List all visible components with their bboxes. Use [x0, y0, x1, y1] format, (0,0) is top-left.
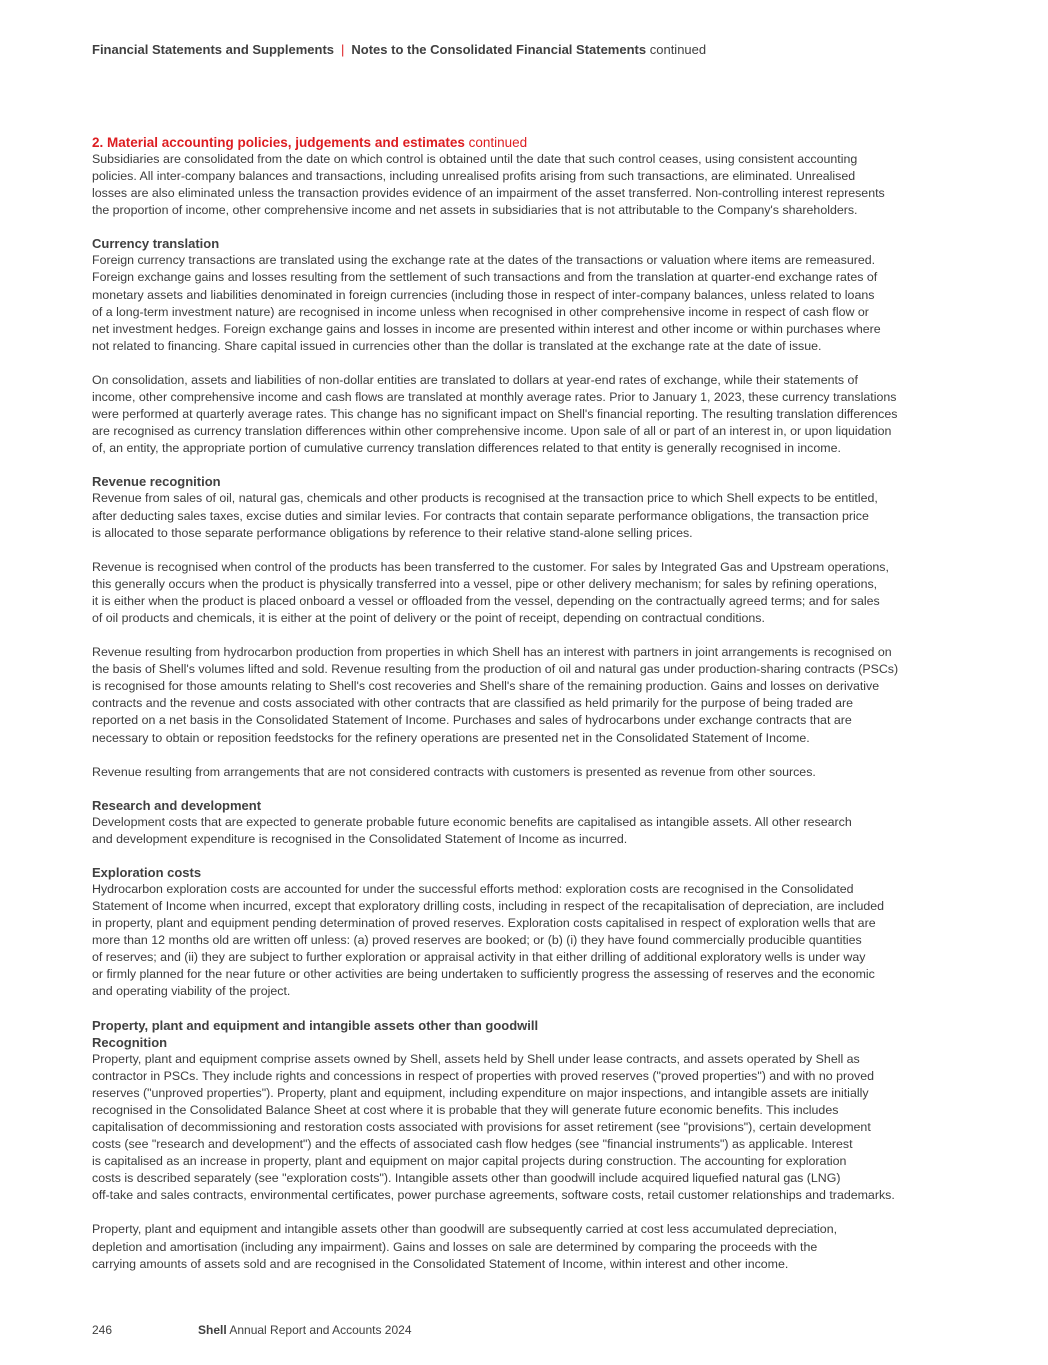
text-line: contracts and the revenue and costs associated with other contracts that are classified as held primarily for the purpose of being traded are	[92, 696, 854, 711]
text-line: carrying amounts of assets sold and are recognised in the Consolidated Statement of Income, within interest and other income.	[92, 1256, 789, 1271]
text-line: Property, plant and equipment and intangible assets other than goodwill are subsequently carried at cost less accumulated depreciation,	[92, 1222, 838, 1237]
text-line: Subsidiaries are consolidated from the date on which control is obtained until the date that such control ceases, using consistent accounting	[92, 152, 858, 166]
running-header	[92, 42, 706, 57]
currency-paragraph-1	[92, 252, 958, 355]
text-line: are recognised as currency translation differences within other comprehensive income. Upon sale of all or part of an interest in, or upon liquidation	[92, 424, 892, 439]
text-line: not related to financing. Share capital issued in currencies other than the dollar is translated at the exchange rate at the date of issue.	[92, 338, 822, 353]
text-line: Property, plant and equipment comprise assets owned by Shell, assets held by Shell under lease contracts, and assets operated by Shell as	[92, 1051, 860, 1066]
text-line: is allocated to those separate performance obligations by reference to their relative stand-alone selling prices.	[92, 525, 693, 540]
text-line: after deducting sales taxes, excise duties and similar levies. For contracts that contain separate performance obligations, the transaction price	[92, 508, 869, 523]
ppe-paragraph-2	[92, 1221, 958, 1272]
text-line: off-take and sales contracts, environmental certificates, power purchase agreements, software costs, retail customer relationships and trademarks.	[92, 1188, 895, 1203]
text-line: of a long-term investment nature) are recognised in income unless when recognised in other comprehensive income in respect of cash flow or	[92, 304, 869, 319]
revenue-paragraph-1	[92, 490, 958, 541]
page-body	[92, 134, 958, 1273]
text-line: Hydrocarbon exploration costs are accounted for under the successful efforts method: exploration costs are recognised in the Consolidated	[92, 881, 854, 896]
text-line: and development expenditure is recognised in the Consolidated Statement of Income as incurred.	[92, 831, 628, 846]
text-line: depletion and amortisation (including any impairment). Gains and losses on sale are determined by comparing the proceeds with the	[92, 1239, 818, 1254]
page-number: 246	[92, 1323, 113, 1337]
text-line: Revenue resulting from hydrocarbon production from properties in which Shell has an interest with partners in joint arrangements is recognised on	[92, 645, 892, 660]
currency-paragraph-2	[92, 372, 958, 457]
heading-ppe: Property, plant and equipment and intangible assets other than goodwill	[92, 1017, 539, 1033]
exploration-paragraph	[92, 881, 958, 1001]
text-line: and operating viability of the project.	[92, 984, 291, 999]
text-line: net investment hedges. Foreign exchange gains and losses in income are presented within interest and other income or within purchases where	[92, 321, 881, 336]
header-section: Financial Statements and Supplements	[92, 42, 334, 57]
text-line: monetary assets and liabilities denominated in foreign currencies (including those in respect of inter-company balances, unless related to loans	[92, 287, 875, 302]
text-line: the basis of Shell's volumes lifted and sold. Revenue resulting from the production of oil and natural gas under production-sharing contracts (PSCs)	[92, 662, 899, 677]
text-line: Statement of Income when incurred, except that exploratory drilling costs, including in respect of the recapitalisation of depreciation, are included	[92, 899, 885, 913]
text-line: On consolidation, assets and liabilities of non-dollar entities are translated to dollars at year-end rates of exchange, while their statements of	[92, 372, 858, 387]
page-footer	[92, 1323, 412, 1337]
text-line: reserves ("unproved properties"). Property, plant and equipment, including expenditure on major inspections, and intangible assets are initially	[92, 1085, 869, 1100]
section-title	[92, 134, 958, 151]
text-line: necessary to obtain or reposition feedstocks for the refinery operations are presented net in the Consolidated Statement of Income.	[92, 730, 810, 745]
text-line: recognised in the Consolidated Balance Sheet at cost where it is probable that they will generate future economic benefits. This includes	[92, 1102, 839, 1117]
text-line: income, other comprehensive income and cash flows are translated at monthly average rates. Prior to January 1, 2023, these currency translations	[92, 390, 897, 405]
text-line: Foreign exchange gains and losses resulting from the settlement of such transactions and from the translation at quarter-end exchange rates of	[92, 270, 878, 285]
heading-revenue-recognition: Revenue recognition	[92, 474, 221, 490]
revenue-paragraph-2	[92, 559, 958, 627]
text-line: it is either when the product is placed onboard a vessel or offloaded from the vessel, depending on the contractually agreed terms; and for sales	[92, 593, 880, 608]
section-title-text: 2. Material accounting policies, judgements and estimates	[92, 135, 465, 150]
section-continued: continued	[468, 135, 528, 150]
text-line: of oil products and chemicals, it is either at the point of delivery or the point of receipt, depending on contractual conditions.	[92, 610, 765, 625]
text-line: reported on a net basis in the Consolidated Statement of Income. Purchases and sales of hydrocarbons under exchange contracts that are	[92, 713, 852, 728]
text-line: Development costs that are expected to generate probable future economic benefits are capitalised as intangible assets. All other research	[92, 814, 852, 829]
header-separator: |	[341, 42, 345, 57]
text-line: more than 12 months old are written off unless: (a) proved reserves are booked; or (b) (i) they have found commercially producible quantities	[92, 933, 862, 948]
revenue-paragraph-3	[92, 644, 958, 747]
footer-report-title: Annual Report and Accounts 2024	[229, 1323, 412, 1337]
research-paragraph	[92, 814, 958, 848]
text-line: of, an entity, the appropriate portion of cumulative currency translation differences related to that entity is generally recognised in income.	[92, 441, 841, 456]
text-line: costs (see "research and development") and the effects of associated cash flow hedges (see "financial instruments") as applicable. Interest	[92, 1137, 853, 1152]
text-line: Revenue resulting from arrangements that are not considered contracts with customers is presented as revenue from other sources.	[92, 764, 816, 779]
text-line: the proportion of income, other comprehensive income and net assets in subsidiaries that is not attributable to the Company's shareholders.	[92, 203, 858, 218]
text-line: of reserves; and (ii) they are subject to further exploration or appraisal activity in that either drilling of additional exploratory wells is under way	[92, 950, 866, 965]
text-line: costs is described separately (see "exploration costs"). Intangible assets other than goodwill include acquired liquefied natural gas (LNG)	[92, 1171, 841, 1186]
text-line: policies. All inter-company balances and transactions, including unrealised profits arising from such transactions, are eliminated. Unrealised	[92, 169, 856, 184]
text-line: is recognised for those amounts relating to Shell's cost recoveries and Shell's share of the remaining production. Gains and losses on derivative	[92, 679, 880, 694]
footer-brand: Shell	[198, 1323, 227, 1337]
header-suffix: continued	[649, 42, 707, 57]
revenue-paragraph-4	[92, 764, 958, 781]
heading-research-development: Research and development	[92, 797, 262, 813]
text-line: Foreign currency transactions are translated using the exchange rate at the dates of the transactions or valuation where items are remeasured.	[92, 253, 876, 268]
text-line: were performed at quarterly average rates. This change has no significant impact on Shell's financial reporting. The resulting translation differences	[92, 407, 898, 422]
subheading-recognition: Recognition	[92, 1034, 168, 1050]
text-line: contractor in PSCs. They include rights and concessions in respect of properties with proved reserves ("proved properties") and with no proved	[92, 1068, 874, 1083]
text-line: losses are also eliminated unless the transaction provides evidence of an impairment of the asset transferred. Non-controlling interest represents	[92, 186, 885, 201]
text-line: is capitalised as an increase in property, plant and equipment on major capital projects during construction. The accounting for exploration	[92, 1154, 847, 1169]
heading-currency-translation: Currency translation	[92, 236, 220, 252]
text-line: in property, plant and equipment pending determination of proved reserves. Exploration costs capitalised in respect of exploration wells that are	[92, 916, 876, 931]
text-line: or firmly planned for the near future or other activities are being undertaken to sufficiently progress the assessing of reserves and the economic	[92, 967, 875, 982]
text-line: this generally occurs when the product is physically transferred into a vessel, pipe or other delivery mechanism; for sales by refining operations,	[92, 576, 878, 591]
heading-exploration-costs: Exploration costs	[92, 864, 202, 880]
text-line: Revenue from sales of oil, natural gas, chemicals and other products is recognised at the transaction price to which Shell expects to be entitled,	[92, 491, 878, 506]
header-title: Notes to the Consolidated Financial Statements	[351, 42, 647, 57]
text-line: Revenue is recognised when control of the products has been transferred to the customer. For sales by Integrated Gas and Upstream operations,	[92, 559, 889, 574]
ppe-paragraph-1	[92, 1051, 958, 1205]
intro-paragraph	[92, 151, 958, 219]
text-line: capitalisation of decommissioning and restoration costs associated with provisions for asset retirement (see "provisions"), certain development	[92, 1119, 871, 1134]
